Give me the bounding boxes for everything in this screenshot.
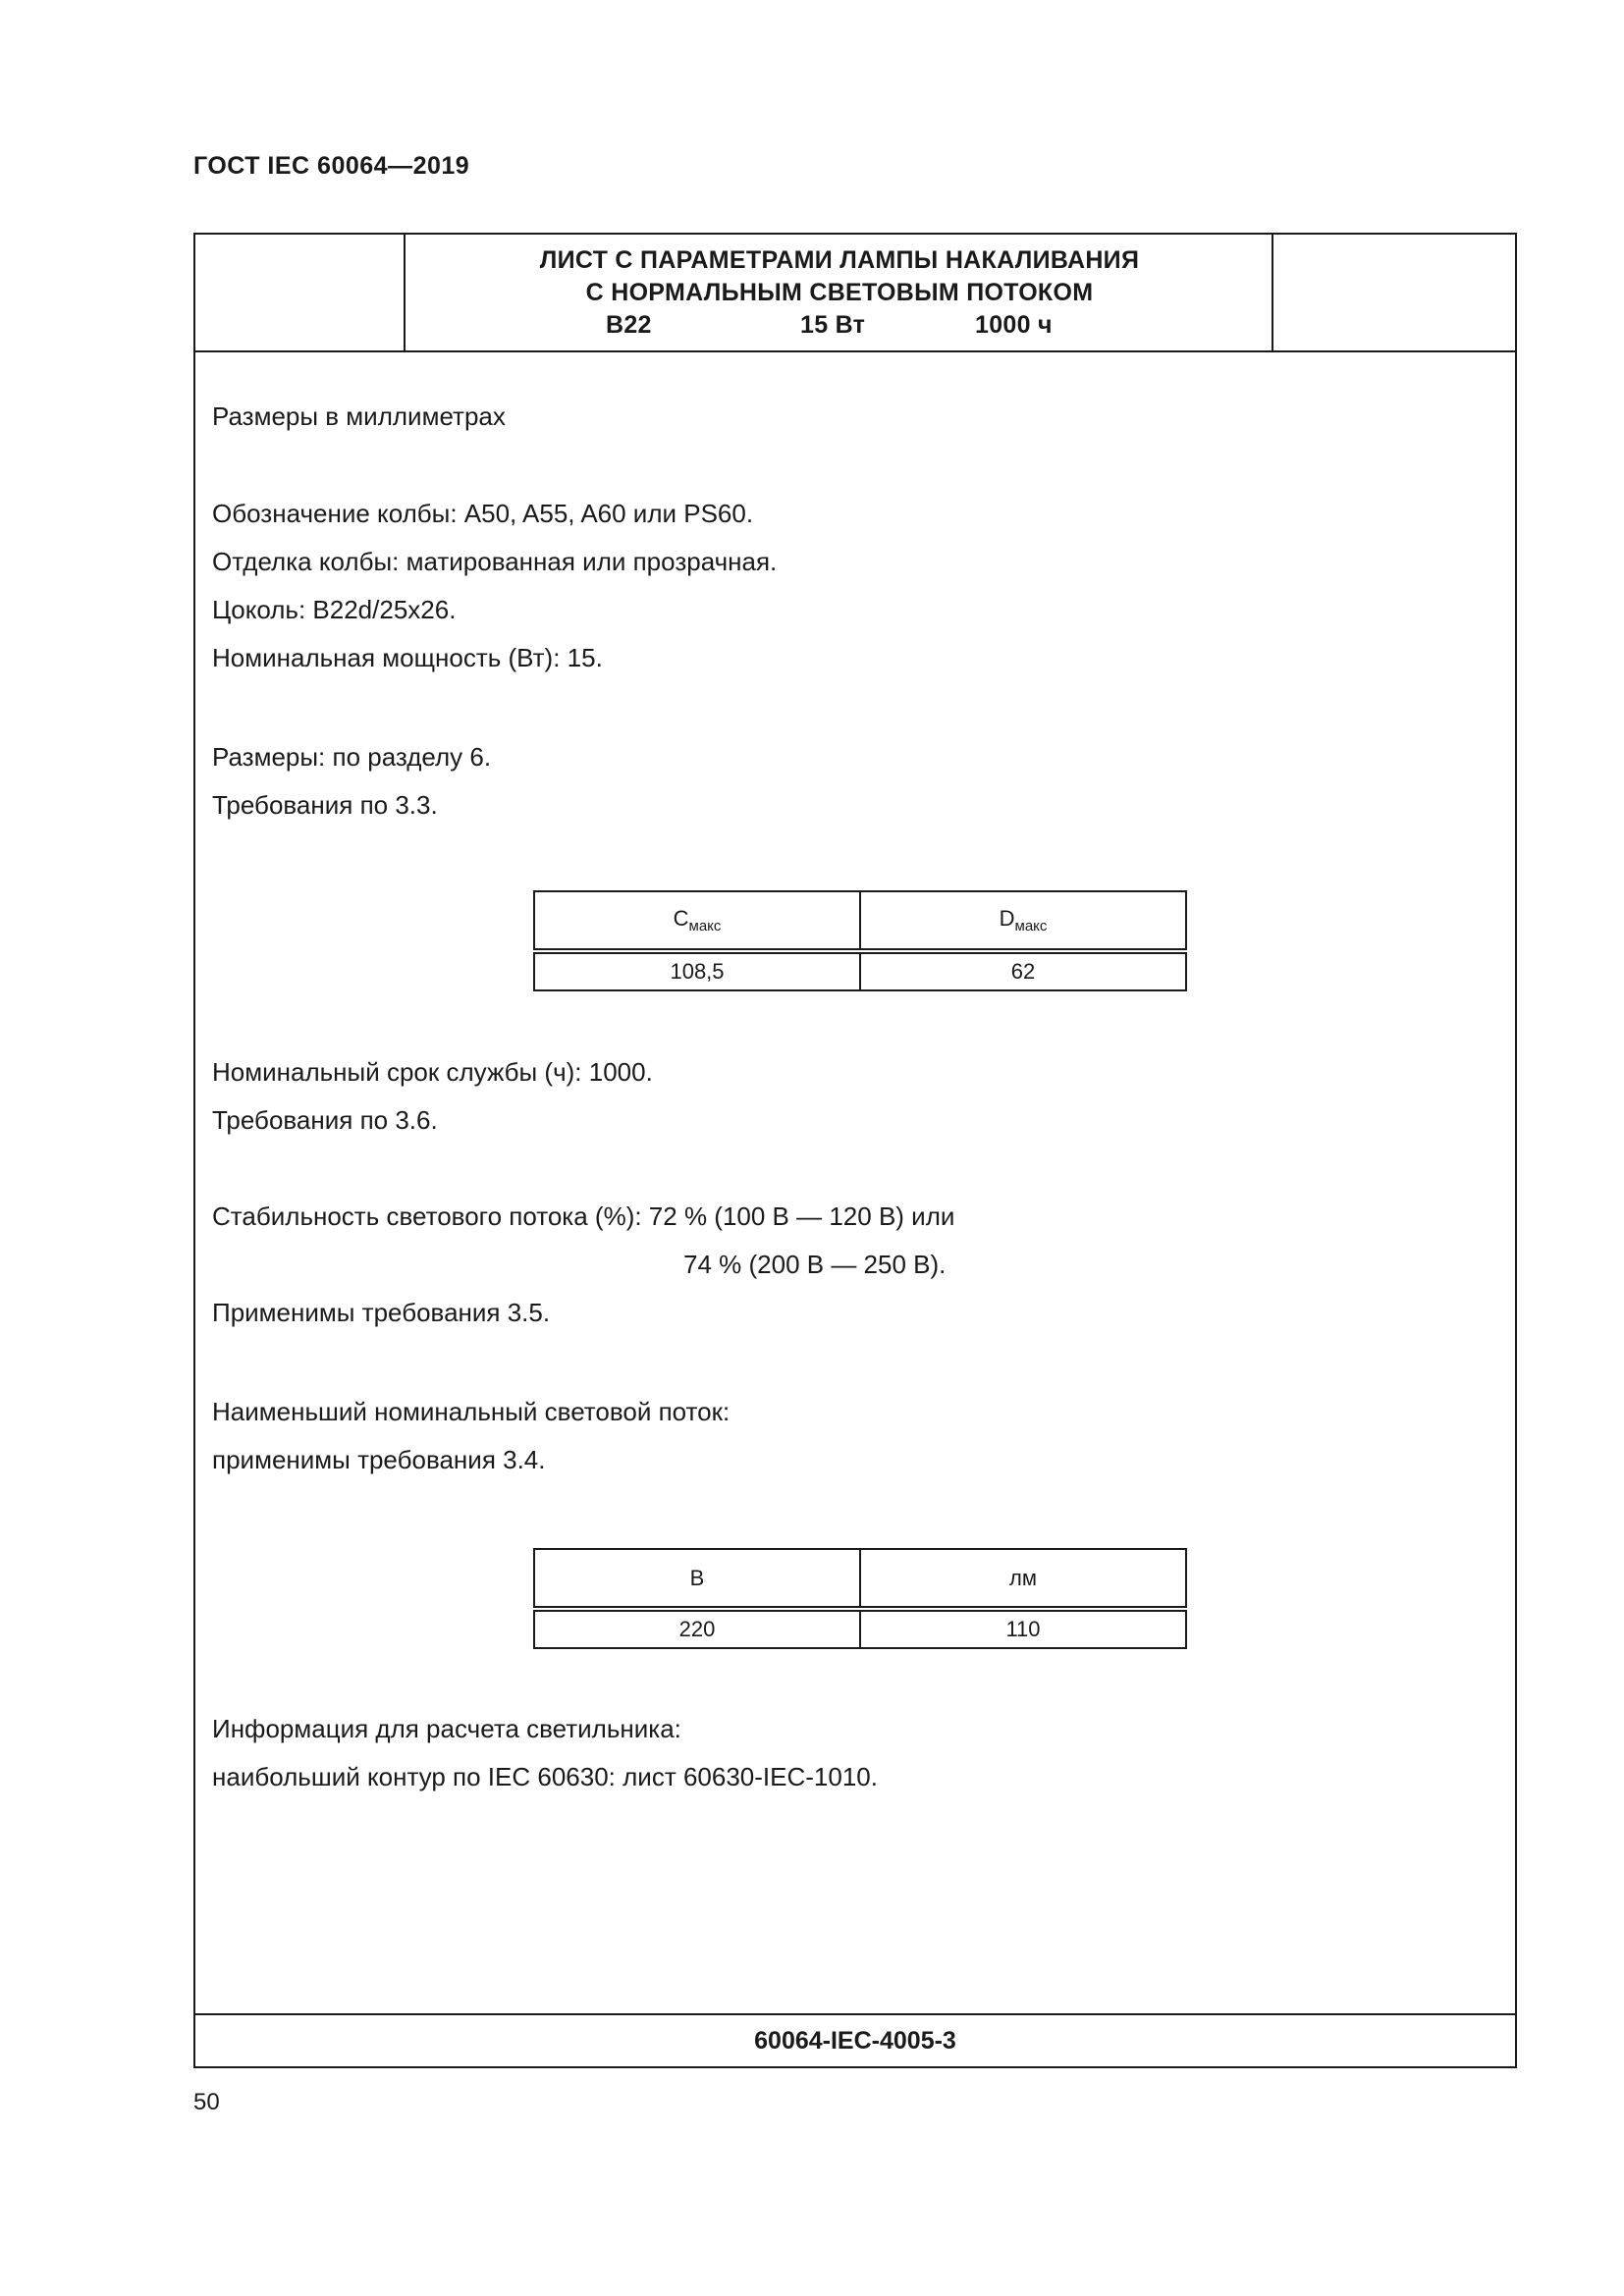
d-max-header: $D_{макс}$ (860, 891, 1186, 951)
requirements-3-3: Требования по 3.3. (212, 790, 438, 820)
header-title-cell (406, 235, 1273, 350)
dimensions-reference: Размеры: по разделу 6. (212, 742, 492, 772)
flux-table (533, 1548, 1187, 1649)
lumen-header: лм (860, 1549, 1186, 1609)
power-label: 15 Вт (800, 311, 866, 339)
lumen-value: 110 (860, 1609, 1186, 1648)
sheet-header (195, 235, 1515, 352)
rated-life: Номинальный срок службы (ч): 1000. (212, 1057, 653, 1087)
sheet-title-line2: С НОРМАЛЬНЫМ СВЕТОВЫМ ПОТОКОМ (585, 279, 1094, 306)
requirements-3-6: Требования по 3.6. (212, 1105, 438, 1135)
cap-type: Цоколь: B22d/25x26. (212, 595, 457, 624)
bulb-finish: Отделка колбы: матированная или прозрачная. (212, 547, 778, 576)
d-max-value: 62 (860, 951, 1186, 990)
dimensions-table (533, 890, 1187, 991)
dimensions-note: Размеры в миллиметрах (212, 401, 506, 431)
bulb-designation: Обозначение колбы: A50, A55, A60 или PS60. (212, 499, 754, 528)
rated-wattage: Номинальная мощность (Вт): 15. (212, 643, 603, 672)
min-flux-line2: применимы требования 3.4. (212, 1445, 546, 1474)
sheet-title-line3 (406, 309, 1273, 342)
c-max-header: $C_{макс}$ (534, 891, 860, 951)
parameter-sheet (193, 233, 1517, 2068)
cap-label: B22 (606, 311, 652, 339)
document-code: ГОСТ IEC 60064—2019 (193, 152, 470, 180)
header-right-cell (1272, 235, 1515, 350)
luminaire-info-line1: Информация для расчета светильника: (212, 1714, 681, 1743)
voltage-header: В (534, 1549, 860, 1609)
min-flux-line1: Наименьший номинальный световой поток: (212, 1397, 731, 1426)
sheet-footer-code: 60064-IEC-4005-3 (195, 2013, 1515, 2066)
voltage-value: 220 (534, 1609, 860, 1648)
header-left-cell (195, 235, 406, 350)
lumen-maintenance-line1: Стабильность светового потока (%): 72 % (100 В — 120 В) или (212, 1201, 955, 1231)
sheet-title-line1: ЛИСТ С ПАРАМЕТРАМИ ЛАМПЫ НАКАЛИВАНИЯ (539, 246, 1140, 274)
life-label: 1000 ч (975, 311, 1053, 339)
luminaire-info-line2: наибольший контур по IEC 60630: лист 60630-IEC-1010. (212, 1762, 878, 1791)
requirements-3-5: Применимы требования 3.5. (212, 1298, 551, 1327)
page-number: 50 (193, 2089, 220, 2115)
lumen-maintenance-line2: 74 % (200 В — 250 В). (683, 1250, 947, 1279)
c-max-value: 108,5 (534, 951, 860, 990)
